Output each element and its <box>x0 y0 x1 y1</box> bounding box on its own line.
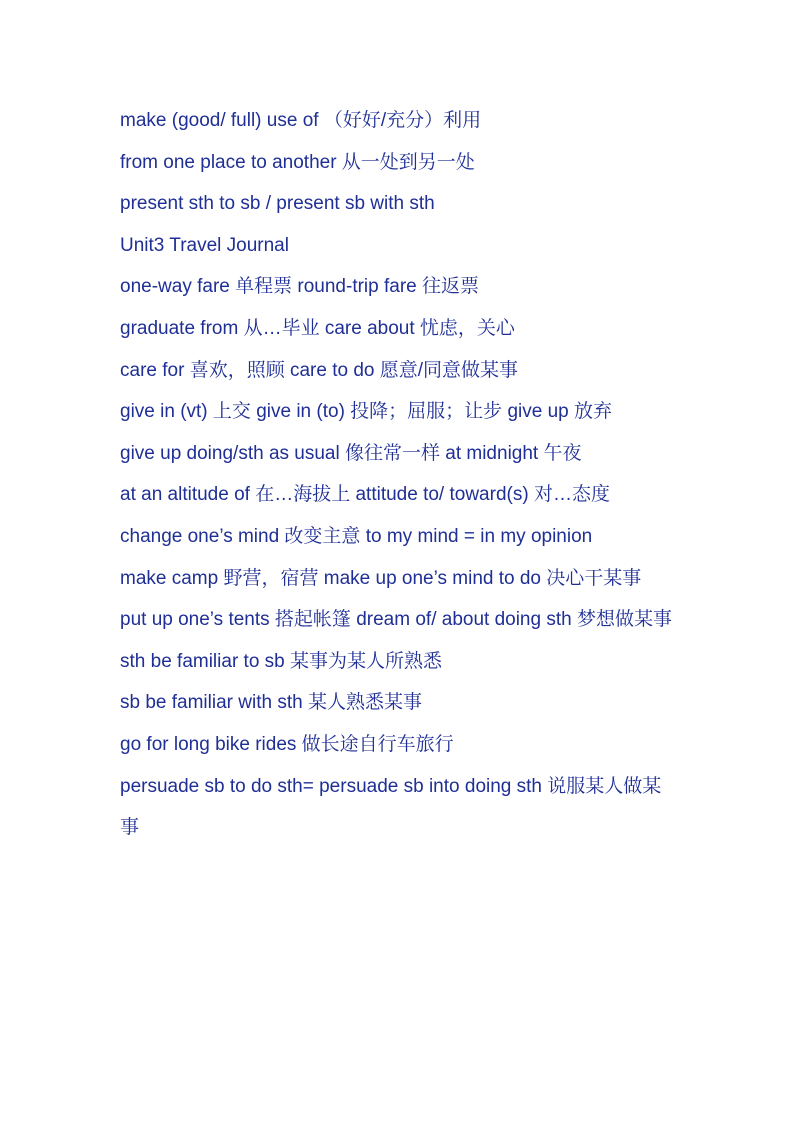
phrase-line: present sth to sb / present sb with sth <box>120 193 435 215</box>
phrase-line: make camp 野营，宿营 make up one’s mind to do 决心干某事 <box>120 567 642 589</box>
phrase-line: put up one’s tents 搭起帐篷 dream of/ about doing sth 梦想做某事 <box>120 609 672 631</box>
phrase-line: make (good/ full) use of （好好/充分）利用 <box>120 110 482 131</box>
phrase-line: persuade sb to do sth= persuade sb into doing sth 说服某人做某事 <box>120 775 662 839</box>
phrase-line: care for 喜欢，照顾 care to do 愿意/同意做某事 <box>120 359 519 381</box>
phrase-line: one-way fare 单程票 round-trip fare 往返票 <box>120 276 480 298</box>
vocabulary-list <box>120 100 680 849</box>
phrase-line: at an altitude of 在…海拔上 attitude to/ toward(s) 对…态度 <box>120 484 610 506</box>
phrase-line: sb be familiar with sth 某人熟悉某事 <box>120 692 422 714</box>
phrase-line: graduate from 从…毕业 care about 忧虑，关心 <box>120 317 515 339</box>
phrase-line: give in (vt) 上交 give in (to) 投降；屈服；让步 give up 放弃 <box>120 401 612 423</box>
phrase-line: change one’s mind 改变主意 to my mind = in my opinion <box>120 525 593 547</box>
unit-heading: Unit3 Travel Journal <box>120 234 289 256</box>
phrase-line: give up doing/sth as usual 像往常一样 at midnight 午夜 <box>120 442 582 464</box>
phrase-line: go for long bike rides 做长途自行车旅行 <box>120 733 454 755</box>
phrase-line: from one place to another 从一处到另一处 <box>120 151 475 173</box>
phrase-line: sth be familiar to sb 某事为某人所熟悉 <box>120 650 443 672</box>
